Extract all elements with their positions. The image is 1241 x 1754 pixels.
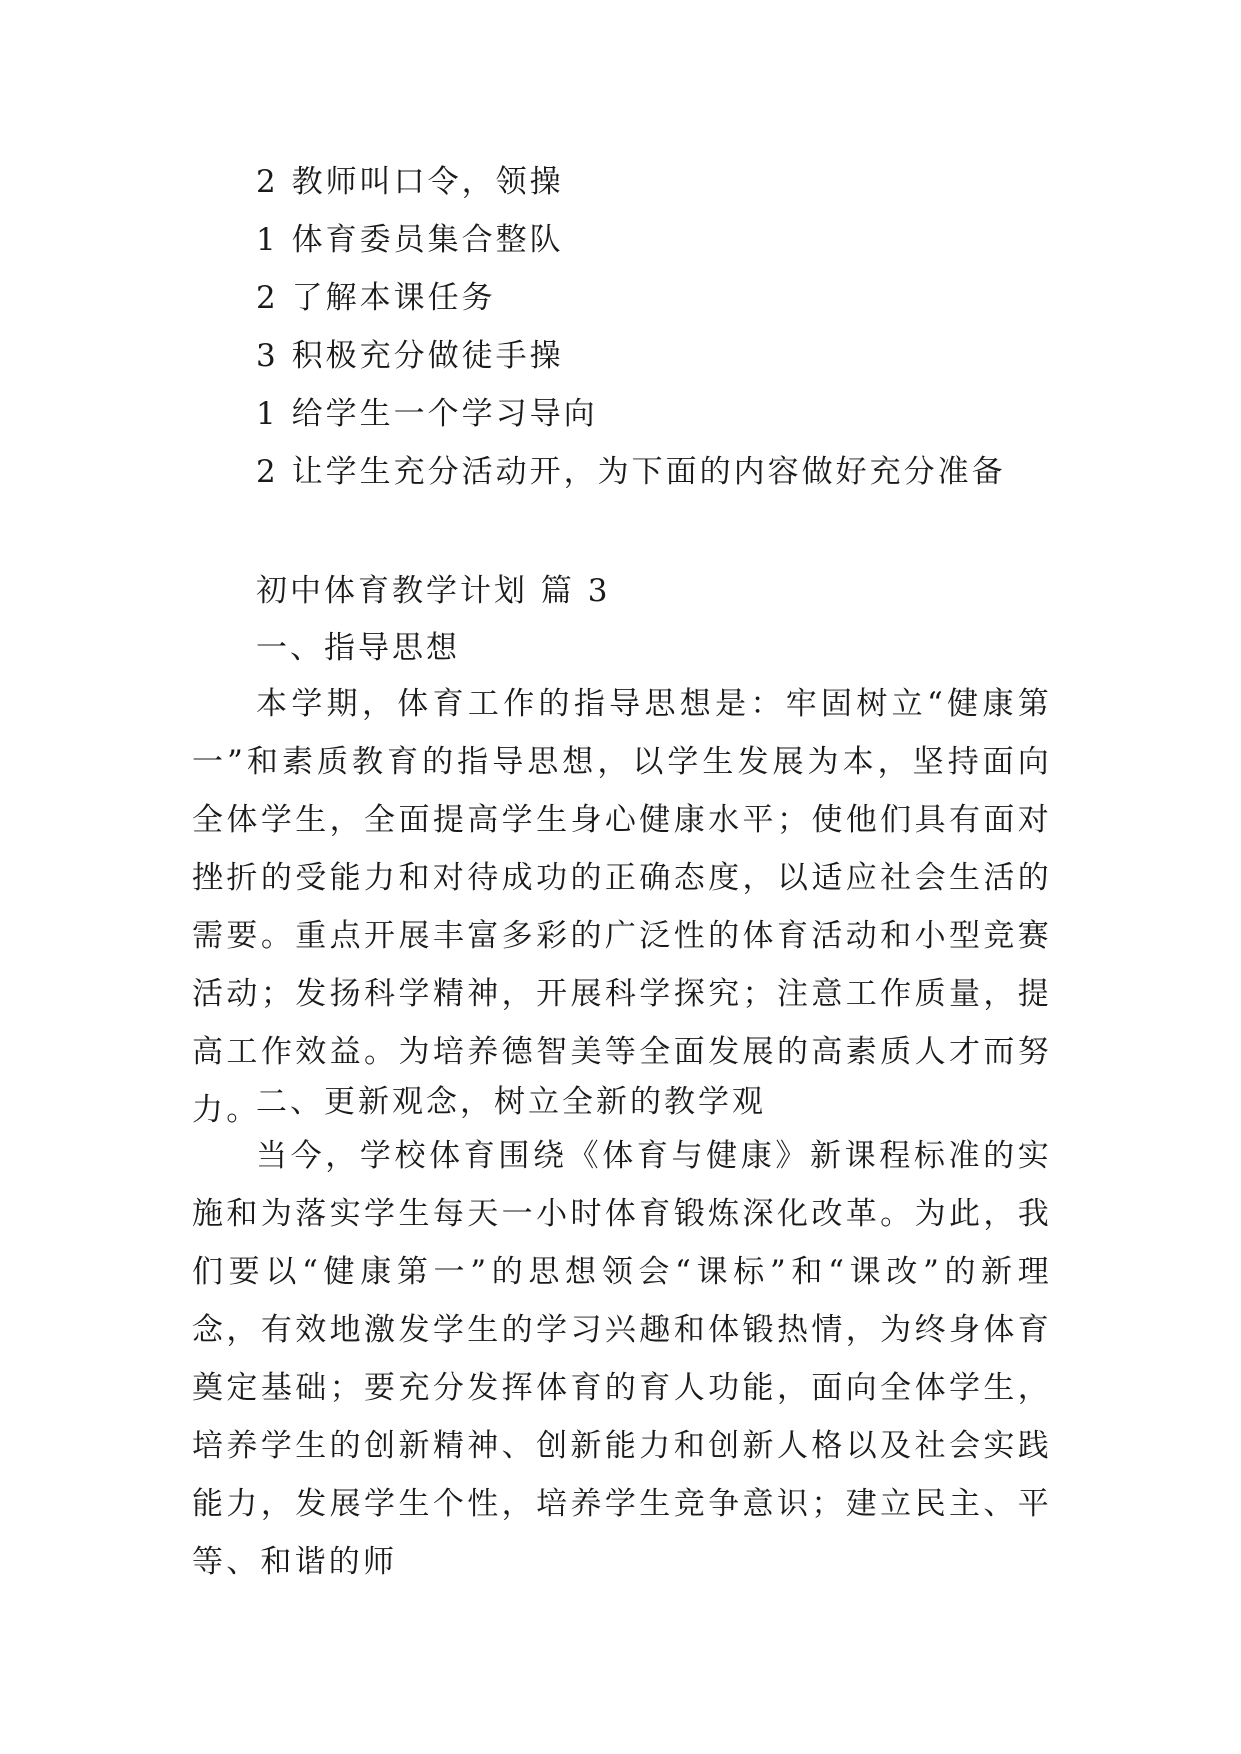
list-item: 2 让学生充分活动开，为下面的内容做好充分准备 (256, 454, 1006, 490)
heading-guiding-ideology: 一、指导思想 (256, 630, 460, 666)
list-item: 1 给学生一个学习导向 (256, 396, 598, 432)
heading-update-concepts: 二、更新观念，树立全新的教学观 (256, 1084, 766, 1120)
list-item: 1 体育委员集合整队 (256, 222, 564, 258)
list-item: 2 教师叫口令，领操 (256, 164, 564, 200)
paragraph-update-concepts: 当今，学校体育围绕《体育与健康》新课程标准的实施和为落实学生每天一小时体育锻炼深化改革。为此，我们要以“健康第一”的思想领会“课标”和“课改”的新理念，有效地激发学生的学习兴趣和体锻热情，为终身体育奠定基础；要充分发挥体育的育人功能，面向全体学生，培养学生的创新精神、创新能力和创新人格以及社会实践能力，发展学生个性，培养学生竞争意识；建立民主、平等、和谐的师 (192, 1138, 1052, 1580)
paragraph-guiding-ideology: 本学期，体育工作的指导思想是：牢固树立“健康第一”和素质教育的指导思想，以学生发展为本，坚持面向全体学生，全面提高学生身心健康水平；使他们具有面对挫折的受能力和对待成功的正确态度，以适应社会生活的需要。重点开展丰富多彩的广泛性的体育活动和小型竞赛活动；发扬科学精神，开展科学探究；注意工作质量，提高工作效益。为培养德智美等全面发展的高素质人才而努力。 (192, 686, 1052, 1128)
list-item: 2 了解本课任务 (256, 280, 496, 316)
section-title: 初中体育教学计划 篇 3 (256, 573, 611, 609)
list-item: 3 积极充分做徒手操 (256, 338, 564, 374)
